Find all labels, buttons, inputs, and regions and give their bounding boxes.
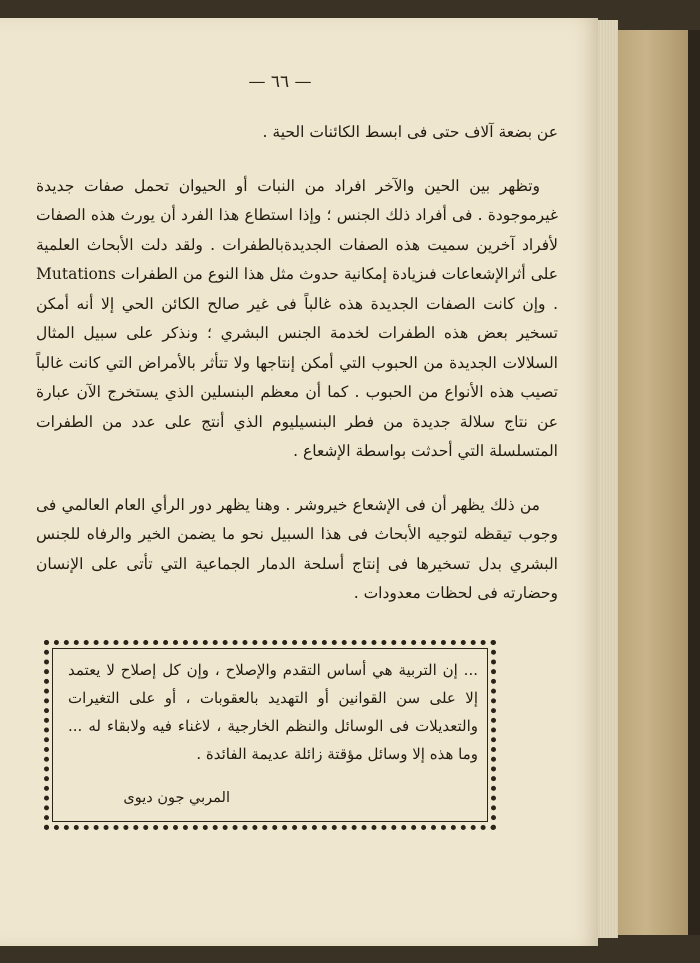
quote-author: المربي جون ديوى xyxy=(123,790,230,806)
book-cover-edge xyxy=(612,30,694,935)
body-text xyxy=(36,118,558,609)
paragraph: عن بضعة آلاف حتى فى ابسط الكائنات الحية . xyxy=(262,123,558,141)
scan-border xyxy=(688,30,700,935)
page-number: — ٦٦ — xyxy=(248,72,312,92)
quote-paragraph: ... إن التربية هي أساس التقدم والإصلاح ، وإن كل إصلاح لا يعتمد إلا على سن القوانين أو التهديد بالعقوبات ، أو على التغيرات والتعديلات فى الوسائل والنظم الخارجية ، لاغناء فيه ولابقاء له ... وما هذه إلا وسائل مؤقتة زائلة عديمة الفائدة . xyxy=(68,661,478,763)
paragraph: من ذلك يظهر أن فى الإشعاع خيروشر . وهنا يظهر دور الرأي العام العالمي فى وجوب تيقظه لتوجيه الأبحاث فى هذا السبيل نحو ما يضمن الخير والرفاه للجنس البشري بدل تسخيرها فى إنتاج أسلحة الدمار الجماعية التي تأتى على الإنسان وحضارته فى لحظات معدودات . xyxy=(36,495,558,602)
paragraph: وتظهر بين الحين والآخر افراد من النبات أو الحيوان تحمل صفات جديدة غيرموجودة . فى أفراد ذلك الجنس ؛ وإذا استطاع هذا الفرد أن يورث هذه الصفات لأفراد آخرين سميت هذه الصفات الجديدةبالطفرات . ولقد دلت الأبحاث العلمية على أثرالإشعاعات فىزيادة إمكانية حدوث مثل هذا النوع من الطفرات Mutations . وإن كانت الصفات الجديدة هذه غالباً فى غير صالح الكائن الحي إلا أنه أمكن تسخير بعض هذه الطفرات لخدمة الجنس البشري ؛ ونذكر على سبيل المثال السلالات الجديدة من الحبوب التي أمكن إنتاجها ولا تتأثر بالأمراض التي كانت غالباً تصيب هذه الأنواع من الحبوب . كما أن معظم البنسلين الذي يستخرج الآن عبارة عن نتاج سلالة جديدة من فطر البنسيليوم الذي أنتج على عدد من الطفرات المتسلسلة التي أحدثت بواسطة الإشعاع . xyxy=(36,176,559,460)
quote-text xyxy=(68,656,478,768)
